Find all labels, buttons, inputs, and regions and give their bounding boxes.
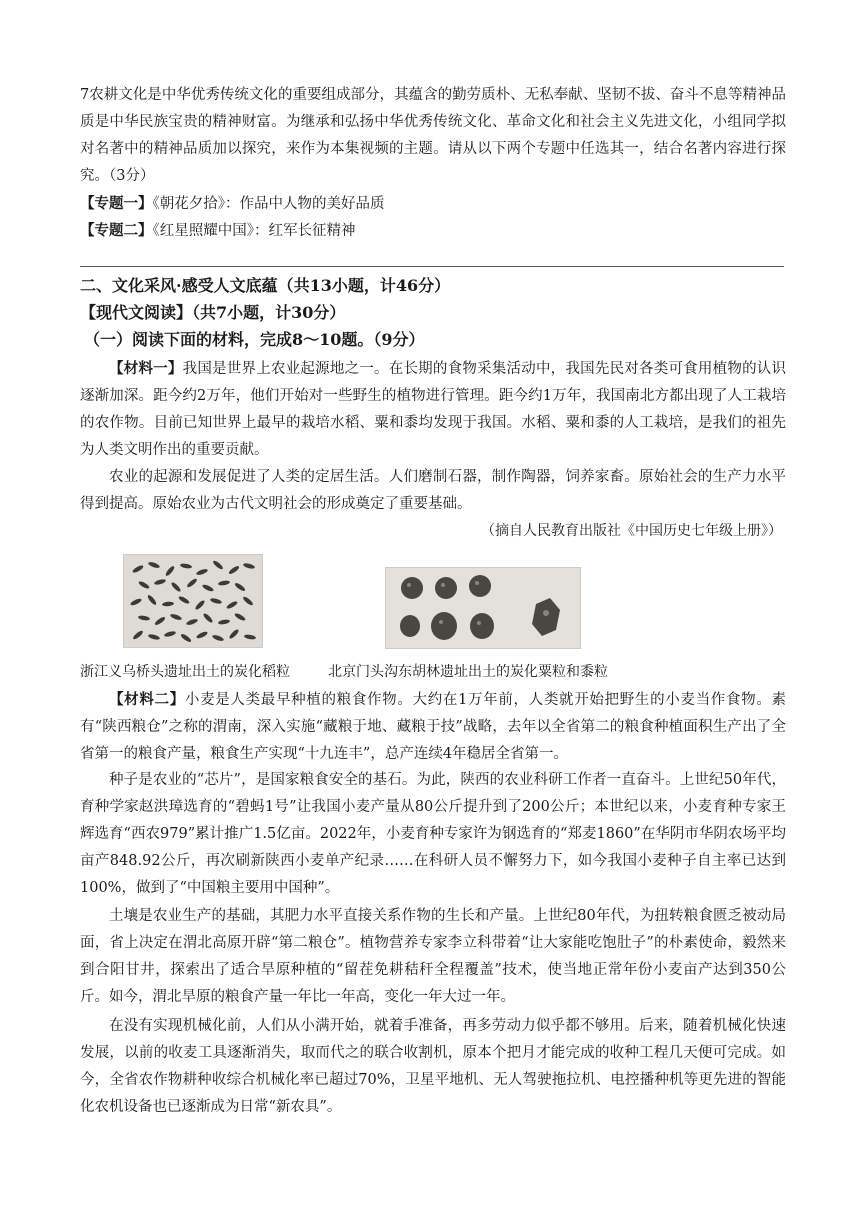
rice-grains-caption: 浙江义乌桥头遗址出土的炭化稻粒	[80, 664, 290, 680]
topic-2-text: 《红星照耀中国》：红军长征精神	[152, 223, 356, 239]
part-1-heading: （一）阅读下面的材料，完成8～10题。（9分）	[84, 330, 425, 349]
topic-2	[80, 217, 356, 245]
material-1-source: （摘自人民教育出版社《中国历史七年级上册》）	[481, 523, 782, 539]
material-1-label: 【材料一】	[109, 360, 183, 377]
topic-2-label: 【专题二】	[80, 222, 153, 239]
millet-grains-caption: 北京门头沟东胡林遗址出土的炭化粟粒和黍粒	[328, 664, 608, 680]
topic-1-text: 《朝花夕拾》：作品中人物的美好品质	[152, 196, 385, 212]
millet-grains-illustration	[386, 568, 580, 648]
material-1-paragraph-1: 【材料一】我国是世界上农业起源地之一。在长期的食物采集活动中，我国先民对各类可食用植物的认识逐渐加深。距今约2万年，他们开始对一些野生的植物进行管理。距今约1万年，我国南北方都出现了人工栽培的农作物。目前已知世界上最早的栽培水稻、粟和黍均发现于我国。水稻、粟和黍的人工栽培，是我们的祖先为人类文明作出的重要贡献。	[80, 360, 787, 458]
rice-grains-image	[123, 554, 263, 648]
section-2-heading: 二、文化采风·感受人文底蕴（共13小题，计46分）	[80, 276, 451, 295]
material-2-paragraph-4: 在没有实现机械化前，人们从小满开始，就着手准备，再多劳动力似乎都不够用。后来，随着机械化快速发展，以前的收麦工具逐渐消失，取而代之的联合收割机，原本个把月才能完成的收种工程几天便可完成。如今，全省农作物耕种收综合机械化率已超过70%，卫星平地机、无人驾驶拖拉机、电控播种机等更先进的智能化农机设备也已逐渐成为日常“新农具”。	[80, 1018, 786, 1115]
topic-1-label: 【专题一】	[80, 195, 153, 212]
modern-reading-heading: 【现代文阅读】（共7小题，计30分）	[80, 303, 346, 322]
topic-1	[80, 190, 385, 218]
material-2-paragraph-2: 种子是农业的“芯片”，是国家粮食安全的基石。为此，陕西的农业科研工作者一直奋斗。上世纪50年代，育种学家赵洪璋选育的“碧蚂1号”让我国小麦产量从80公斤提升到了200公斤；本世纪以来，小麦育种专家王辉选育“西农979”累计推广1.5亿亩。2022年，小麦育种专家许为钢选育的“郑麦1860”在华阴市华阴农场平均亩产848.92公斤，再次刷新陕西小麦单产纪录……在科研人员不懈努力下，如今我国小麦种子自主率已达到100%，做到了“中国粮主要用中国种”。	[80, 772, 786, 896]
material-2-paragraph-1: 【材料二】小麦是人类最早种植的粮食作物。大约在1万年前，人类就开始把野生的小麦当作食物。素有“陕西粮仓”之称的渭南，深入实施“藏粮于地、藏粮于技”战略，去年以全省第二的粮食种植面积生产出了全省第一的粮食产量，粮食生产实现“十九连丰”，总产连续4年稳居全省第一。	[80, 691, 786, 762]
material-2-label: 【材料二】	[109, 691, 185, 708]
section-divider	[80, 266, 784, 267]
rice-grains-illustration	[124, 555, 262, 647]
material-2-paragraph-3: 土壤是农业生产的基础，其肥力水平直接关系作物的生长和产量。上世纪80年代，为扭转粮食匮乏被动局面，省上决定在渭北高原开辟“第二粮仓”。植物营养专家李立科带着“让大家能吃饱肚子”的朴素使命，毅然来到合阳甘井，探索出了适合旱原种植的“留茬免耕秸秆全程覆盖”技术，使当地正常年份小麦亩产达到350公斤。如今，渭北旱原的粮食产量一年比一年高，变化一年大过一年。	[80, 908, 786, 1005]
millet-grains-image	[385, 567, 581, 649]
material-1-paragraph-2: 农业的起源和发展促进了人类的定居生活。人们磨制石器，制作陶器，饲养家畜。原始社会的生产力水平得到提高。原始农业为古代文明社会的形成奠定了重要基础。	[80, 469, 786, 512]
question-7-text: 7农耕文化是中华优秀传统文化的重要组成部分，其蕴含的勤劳质朴、无私奉献、坚韧不拔、奋斗不息等精神品质是中华民族宝贵的精神财富。为继承和弘扬中华优秀传统文化、革命文化和社会主义先进文化，小组同学拟对名著中的精神品质加以探究，来作为本集视频的主题。请从以下两个专题中任选其一，结合名著内容进行探究。（3分）	[80, 87, 786, 184]
